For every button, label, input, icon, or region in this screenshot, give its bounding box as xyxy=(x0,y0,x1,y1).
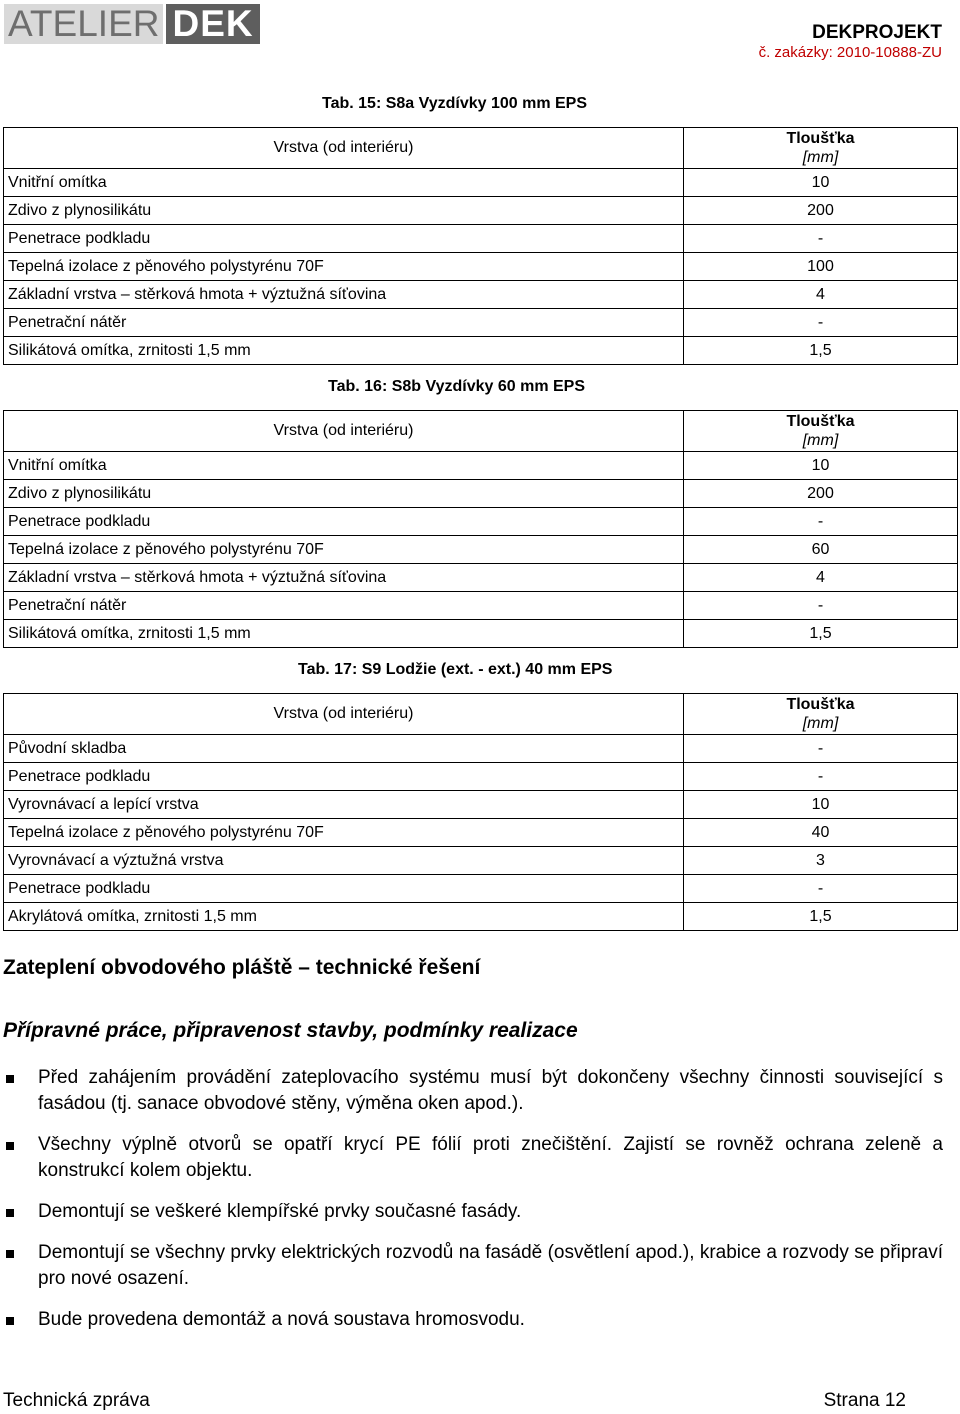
table-row xyxy=(4,620,958,648)
layer-name: Zdivo z plynosilikátu xyxy=(4,197,684,225)
section-heading: Zateplení obvodového pláště – technické řešení xyxy=(3,956,481,979)
list-item xyxy=(3,1307,943,1333)
layer-name: Základní vrstva – stěrková hmota + výztužná síťovina xyxy=(4,564,684,592)
layer-thickness: - xyxy=(684,225,958,253)
table-row xyxy=(4,903,958,931)
layer-thickness: - xyxy=(684,735,958,763)
list-item-text: Všechny výplně otvorů se opatří krycí PE fólií proti znečištění. Zajistí se rovněž ochrana zeleně a konstrukcí kolem objektu. xyxy=(38,1134,943,1181)
table-caption: Tab. 15: S8a Vyzdívky 100 mm EPS xyxy=(322,95,588,112)
layer-thickness: 1,5 xyxy=(684,337,958,365)
bullet-list xyxy=(3,1065,943,1348)
layer-name: Silikátová omítka, zrnitosti 1,5 mm xyxy=(4,620,684,648)
layer-thickness: 10 xyxy=(684,169,958,197)
layer-name: Základní vrstva – stěrková hmota + výztužná síťovina xyxy=(4,281,684,309)
table-row xyxy=(4,253,958,281)
layer-name: Akrylátová omítka, zrnitosti 1,5 mm xyxy=(4,903,684,931)
order-number: č. zakázky: 2010-10888-ZU xyxy=(758,44,942,61)
table-row xyxy=(4,452,958,480)
layer-thickness: 3 xyxy=(684,847,958,875)
table-header-row xyxy=(4,411,958,452)
table-row xyxy=(4,225,958,253)
layer-thickness: 10 xyxy=(684,791,958,819)
column-header-thickness: Tloušťka [mm] xyxy=(684,694,958,735)
layer-thickness: 4 xyxy=(684,564,958,592)
layer-name: Vnitřní omítka xyxy=(4,452,684,480)
column-header-thickness: Tloušťka [mm] xyxy=(684,128,958,169)
layer-thickness: 100 xyxy=(684,253,958,281)
table-header-row xyxy=(4,128,958,169)
table-row xyxy=(4,763,958,791)
table-row xyxy=(4,337,958,365)
table-row xyxy=(4,847,958,875)
list-item-text: Demontují se veškeré klempířské prvky současné fasády. xyxy=(38,1201,522,1222)
list-item xyxy=(3,1199,943,1225)
table-row xyxy=(4,480,958,508)
table-row xyxy=(4,281,958,309)
project-name: DEKPROJEKT xyxy=(812,22,942,43)
table-row xyxy=(4,819,958,847)
layer-name: Tepelná izolace z pěnového polystyrénu 70F xyxy=(4,819,684,847)
layer-name: Silikátová omítka, zrnitosti 1,5 mm xyxy=(4,337,684,365)
layer-thickness: - xyxy=(684,875,958,903)
layer-thickness: - xyxy=(684,309,958,337)
layer-thickness: 10 xyxy=(684,452,958,480)
layer-name: Tepelná izolace z pěnového polystyrénu 70F xyxy=(4,536,684,564)
footer-page-number: Strana 12 xyxy=(823,1390,906,1411)
column-header-layer: Vrstva (od interiéru) xyxy=(4,411,684,452)
layer-thickness: 60 xyxy=(684,536,958,564)
column-header-layer: Vrstva (od interiéru) xyxy=(4,128,684,169)
layer-thickness: 200 xyxy=(684,197,958,225)
layer-name: Vyrovnávací a lepící vrstva xyxy=(4,791,684,819)
logo-text-dek: DEK xyxy=(166,4,259,44)
table-row xyxy=(4,169,958,197)
layer-thickness: - xyxy=(684,763,958,791)
table-row xyxy=(4,564,958,592)
list-item-text: Bude provedena demontáž a nová soustava hromosvodu. xyxy=(38,1309,525,1330)
layer-thickness: 1,5 xyxy=(684,620,958,648)
table-row xyxy=(4,735,958,763)
layer-name: Penetrace podkladu xyxy=(4,225,684,253)
column-header-thickness: Tloušťka [mm] xyxy=(684,411,958,452)
layer-name: Vnitřní omítka xyxy=(4,169,684,197)
table-caption: Tab. 16: S8b Vyzdívky 60 mm EPS xyxy=(328,378,585,395)
layer-thickness: - xyxy=(684,508,958,536)
layer-thickness: - xyxy=(684,592,958,620)
bullet-square-icon xyxy=(6,1075,14,1083)
footer-document-title: Technická zpráva xyxy=(3,1390,150,1411)
table-row xyxy=(4,508,958,536)
layer-thickness: 200 xyxy=(684,480,958,508)
layer-table xyxy=(3,410,958,648)
table-row xyxy=(4,309,958,337)
bullet-square-icon xyxy=(6,1250,14,1258)
bullet-square-icon xyxy=(6,1209,14,1217)
table-row xyxy=(4,592,958,620)
table-row xyxy=(4,791,958,819)
layer-name: Zdivo z plynosilikátu xyxy=(4,480,684,508)
list-item xyxy=(3,1065,943,1117)
layer-thickness: 40 xyxy=(684,819,958,847)
layer-table xyxy=(3,693,958,931)
subsection-heading: Přípravné práce, připravenost stavby, podmínky realizace xyxy=(3,1019,578,1042)
table-row xyxy=(4,875,958,903)
layer-name: Penetrační nátěr xyxy=(4,309,684,337)
layer-name: Původní skladba xyxy=(4,735,684,763)
list-item-text: Demontují se všechny prvky elektrických rozvodů na fasádě (osvětlení apod.), krabice a rozvody se připraví pro nové osazení. xyxy=(38,1242,943,1289)
bullet-square-icon xyxy=(6,1142,14,1150)
list-item xyxy=(3,1132,943,1184)
list-item xyxy=(3,1240,943,1292)
layer-thickness: 4 xyxy=(684,281,958,309)
column-header-layer: Vrstva (od interiéru) xyxy=(4,694,684,735)
company-logo xyxy=(4,4,260,44)
layer-thickness: 1,5 xyxy=(684,903,958,931)
table-caption: Tab. 17: S9 Lodžie (ext. - ext.) 40 mm EPS xyxy=(298,661,613,678)
bullet-square-icon xyxy=(6,1317,14,1325)
header-info xyxy=(759,22,942,62)
table-row xyxy=(4,536,958,564)
layer-name: Tepelná izolace z pěnového polystyrénu 70F xyxy=(4,253,684,281)
layer-name: Penetrace podkladu xyxy=(4,875,684,903)
table-row xyxy=(4,197,958,225)
layer-table xyxy=(3,127,958,365)
layer-name: Vyrovnávací a výztužná vrstva xyxy=(4,847,684,875)
layer-name: Penetrační nátěr xyxy=(4,592,684,620)
logo-text-atelier: ATELIER xyxy=(4,4,163,44)
layer-name: Penetrace podkladu xyxy=(4,763,684,791)
table-header-row xyxy=(4,694,958,735)
layer-name: Penetrace podkladu xyxy=(4,508,684,536)
list-item-text: Před zahájením provádění zateplovacího systému musí být dokončeny všechny činnosti související s fasádou (tj. sanace obvodové stěny, výměna oken apod.). xyxy=(38,1067,943,1114)
